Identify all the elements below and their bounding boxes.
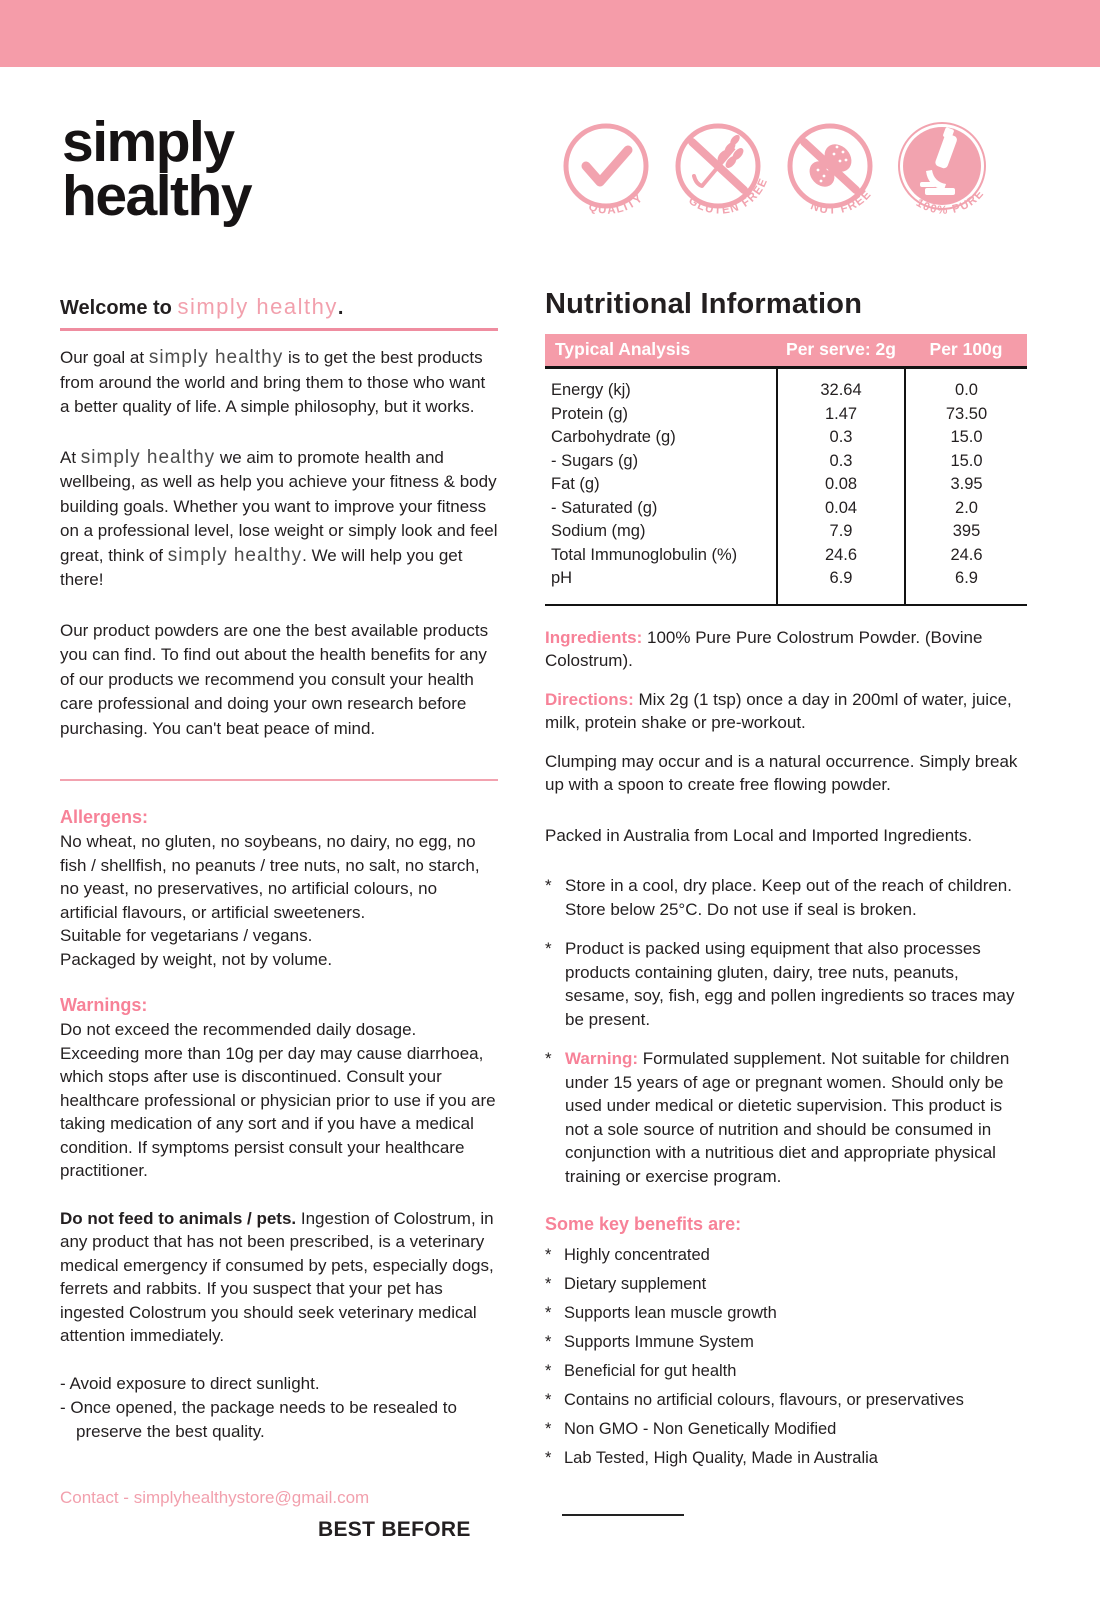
cell-100g: 395 xyxy=(905,520,1027,544)
p2-text: At xyxy=(60,447,81,467)
allergens-weight-note: Packaged by weight, not by volume. xyxy=(60,949,333,969)
p1-text-2: is to get the best products from around the world and bring them to those who want a better quality of life. A simple philosophy, but it works. xyxy=(60,348,486,416)
brand-logo-line2: healthy xyxy=(62,163,252,228)
cell-100g: 73.50 xyxy=(905,403,1027,427)
bullet: * xyxy=(545,1304,552,1322)
benefits-heading: Some key benefits are: xyxy=(545,1214,742,1234)
cell-100g: 2.0 xyxy=(905,497,1027,521)
table-row-immunoglobulin xyxy=(545,544,1027,568)
equipment-note xyxy=(545,937,1027,1031)
table-row-protein xyxy=(545,403,1027,427)
right-column xyxy=(545,288,1027,1477)
warnings-body: Do not exceed the recommended daily dosage. Exceeding more than 10g per day may cause diarrhoea, which stops after use is discontinued. Consult your healthcare professional or physician prior to use if you are taking medication of any sort and if you have a medical condition. If symptoms persist consult your healthcare practitioner. xyxy=(60,1020,496,1180)
cell-label: Fat (g) xyxy=(551,475,600,493)
intro-paragraph-3: Our product powders are one the best available products you can find. To find out about the health benefits for any of our products we recommend you consult your health care professional and doing your own research before purchasing. You can't beat peace of mind. xyxy=(60,620,489,738)
directions-text: Mix 2g (1 tsp) once a day in 200ml of water, juice, milk, protein shake or pre-workout. xyxy=(545,689,1012,732)
cell-serve: 0.08 xyxy=(777,473,905,497)
p1-brand: simply healthy xyxy=(148,347,284,368)
p2-brand-1: simply healthy xyxy=(80,446,216,468)
bullet: * xyxy=(545,1449,552,1467)
welcome-prefix: Welcome to xyxy=(60,297,178,319)
nutrition-table-header-row xyxy=(545,334,1027,368)
left-column xyxy=(60,294,498,1508)
storage-note xyxy=(545,874,1027,921)
cell-100g: 0.0 xyxy=(905,368,1027,403)
cell-label: - Sugars (g) xyxy=(551,451,639,470)
cell-serve: 32.64 xyxy=(777,368,905,403)
pets-warning-text: Ingestion of Colostrum, in any product that has not been prescribed, is a veterinary medical emergency if consumed by pets, especially dogs, ferrets and rabbits. If you suspect that your pet has ingested Colostrum you should seek veterinary medical attention immediately. xyxy=(60,1208,494,1345)
best-before-label: BEST BEFORE xyxy=(318,1518,471,1541)
pets-warning-bold: Do not feed to animals / pets. xyxy=(60,1208,297,1228)
benefit-text: Beneficial for gut health xyxy=(564,1362,737,1380)
benefit-item xyxy=(545,1390,1027,1411)
cell-serve: 0.3 xyxy=(777,426,905,450)
contact-email: Contact - simplyhealthystore@gmail.com xyxy=(60,1487,370,1507)
benefit-text: Contains no artificial colours, flavours, or preservatives xyxy=(564,1391,964,1409)
pure-microscope-icon xyxy=(892,120,1004,232)
brand-logo xyxy=(62,110,252,228)
benefit-item xyxy=(545,1419,1027,1440)
bullet: * xyxy=(545,1362,552,1380)
benefit-text: Non GMO - Non Genetically Modified xyxy=(564,1420,837,1438)
table-row-saturated xyxy=(545,497,1027,521)
p1-text: Our goal at xyxy=(60,348,149,367)
gluten-free-icon xyxy=(668,120,780,232)
quality-badge-label: QUALITY xyxy=(586,191,646,217)
cell-serve: 6.9 xyxy=(777,567,905,605)
cell-label: Protein (g) xyxy=(551,404,629,423)
cell-serve: 0.3 xyxy=(777,450,905,474)
col-per-100g: Per 100g xyxy=(905,334,1027,368)
bullet: * xyxy=(545,939,552,958)
cell-label: pH xyxy=(551,569,573,587)
pets-warning xyxy=(60,1207,498,1348)
tip-sunlight: - Avoid exposure to direct sunlight. xyxy=(60,1373,320,1393)
packed-in-australia: Packed in Australia from Local and Imported Ingredients. xyxy=(545,825,973,845)
gluten-free-badge-label: GLUTEN FREE xyxy=(686,176,771,217)
benefit-text: Dietary supplement xyxy=(564,1275,707,1293)
cell-100g: 15.0 xyxy=(905,450,1027,474)
warning-label: Warning: xyxy=(565,1049,639,1068)
benefit-item xyxy=(545,1245,1027,1266)
warning-text: Formulated supplement. Not suitable for children under 15 years of age or pregnant women. Should only be used under medical or dietetic supervision. This product is not a sole source of nutrition and should be consumed in conjunction with a nutritious diet and appropriate physical training or exercise program. xyxy=(565,1049,1010,1186)
cell-label: Carbohydrate (g) xyxy=(551,428,676,446)
welcome-brand: simply healthy xyxy=(177,294,338,319)
intro-paragraph-2 xyxy=(60,446,498,593)
col-per-serve: Per serve: 2g xyxy=(777,334,905,368)
welcome-suffix: . xyxy=(337,297,344,319)
storage-tips xyxy=(60,1372,498,1444)
tip-reseal: - Once opened, the package needs to be resealed to preserve the best quality. xyxy=(60,1397,457,1441)
allergens-body: No wheat, no gluten, no soybeans, no dairy, no egg, no fish / shellfish, no peanuts / tree nuts, no salt, no starch, no yeast, no preservatives, no artificial colours, no artificial flavours, or artificial sweeteners. xyxy=(60,832,480,922)
quality-check-icon xyxy=(556,120,668,232)
ingredients-text: 100% Pure Pure Colostrum Powder. (Bovine Colostrum). xyxy=(545,627,983,670)
top-pink-bar xyxy=(0,0,1100,67)
benefit-item xyxy=(545,1303,1027,1324)
nutrition-title: Nutritional Information xyxy=(545,288,863,320)
nut-free-icon xyxy=(780,120,892,232)
nut-free-badge-label: NUT FREE xyxy=(808,187,875,217)
benefit-text: Supports lean muscle growth xyxy=(564,1304,777,1322)
table-row-sodium xyxy=(545,520,1027,544)
cell-100g: 24.6 xyxy=(905,544,1027,568)
directions-paragraph xyxy=(545,688,1027,735)
benefit-text: Highly concentrated xyxy=(564,1246,710,1264)
allergens-vegetarian-note: Suitable for vegetarians / vegans. xyxy=(60,926,313,945)
supplement-warning-text xyxy=(565,1047,1027,1188)
section-divider xyxy=(60,779,498,781)
bullet: * xyxy=(545,1333,552,1351)
brand-logo-line1: simply xyxy=(62,110,234,174)
bullet: * xyxy=(545,1275,552,1293)
table-row-carbohydrate xyxy=(545,426,1027,450)
cell-label: - Saturated (g) xyxy=(551,498,658,517)
svg-text:QUALITY xyxy=(587,192,646,217)
benefit-item xyxy=(545,1361,1027,1382)
cell-label: Sodium (mg) xyxy=(551,522,646,540)
p2-text-2: we aim to promote health and wellbeing, as well as help you achieve your fitness & body building goals. Whether you want to improve your fitness on a professional level, lose weight or simply look and feel great, think of xyxy=(60,447,498,565)
cell-serve: 0.04 xyxy=(777,497,905,521)
table-row-fat xyxy=(545,473,1027,497)
bullet: * xyxy=(545,1420,552,1438)
table-row-sugars xyxy=(545,450,1027,474)
benefit-item xyxy=(545,1332,1027,1353)
benefit-item xyxy=(545,1448,1027,1469)
bullet: * xyxy=(545,1049,552,1068)
bullet: * xyxy=(545,876,552,895)
supplement-warning-note xyxy=(545,1047,1027,1188)
fill-in-line xyxy=(562,1514,684,1516)
cell-serve: 7.9 xyxy=(777,520,905,544)
p2-brand-2: simply healthy xyxy=(167,544,303,566)
bullet: * xyxy=(545,1391,552,1409)
table-row-energy xyxy=(545,368,1027,403)
table-row-ph xyxy=(545,567,1027,605)
cell-serve: 24.6 xyxy=(777,544,905,568)
benefit-text: Lab Tested, High Quality, Made in Australia xyxy=(564,1449,878,1467)
allergens-heading: Allergens: xyxy=(60,807,149,827)
cell-100g: 15.0 xyxy=(905,426,1027,450)
bullet: * xyxy=(545,1246,552,1264)
certification-badges xyxy=(556,120,1004,232)
benefit-item xyxy=(545,1274,1027,1295)
cell-label: Total Immunoglobulin (%) xyxy=(551,545,738,564)
cell-serve: 1.47 xyxy=(777,403,905,427)
equipment-note-text: Product is packed using equipment that also processes products containing gluten, dairy, tree nuts, peanuts, sesame, soy, fish, egg and pollen ingredients so traces may be present. xyxy=(565,939,1015,1029)
warnings-heading: Warnings: xyxy=(60,995,148,1015)
clumping-note: Clumping may occur and is a natural occurrence. Simply break up with a spoon to create free flowing powder. xyxy=(545,751,1018,794)
cell-100g: 3.95 xyxy=(905,473,1027,497)
intro-paragraph-1 xyxy=(60,346,498,420)
ingredients-paragraph xyxy=(545,626,1027,673)
storage-note-text: Store in a cool, dry place. Keep out of the reach of children. Store below 25°C. Do not use if seal is broken. xyxy=(565,876,1012,919)
directions-label: Directions: xyxy=(545,689,634,709)
ingredients-label: Ingredients: xyxy=(545,627,643,647)
cell-label: Energy (kj) xyxy=(551,381,631,399)
welcome-heading xyxy=(60,294,498,331)
cell-100g: 6.9 xyxy=(905,567,1027,605)
col-typical-analysis: Typical Analysis xyxy=(545,334,777,368)
nutrition-table xyxy=(545,334,1027,606)
pure-badge-label: 100% PURE xyxy=(913,187,987,217)
p2-text-3: . We will help you get there! xyxy=(60,545,463,589)
benefit-text: Supports Immune System xyxy=(564,1333,754,1351)
